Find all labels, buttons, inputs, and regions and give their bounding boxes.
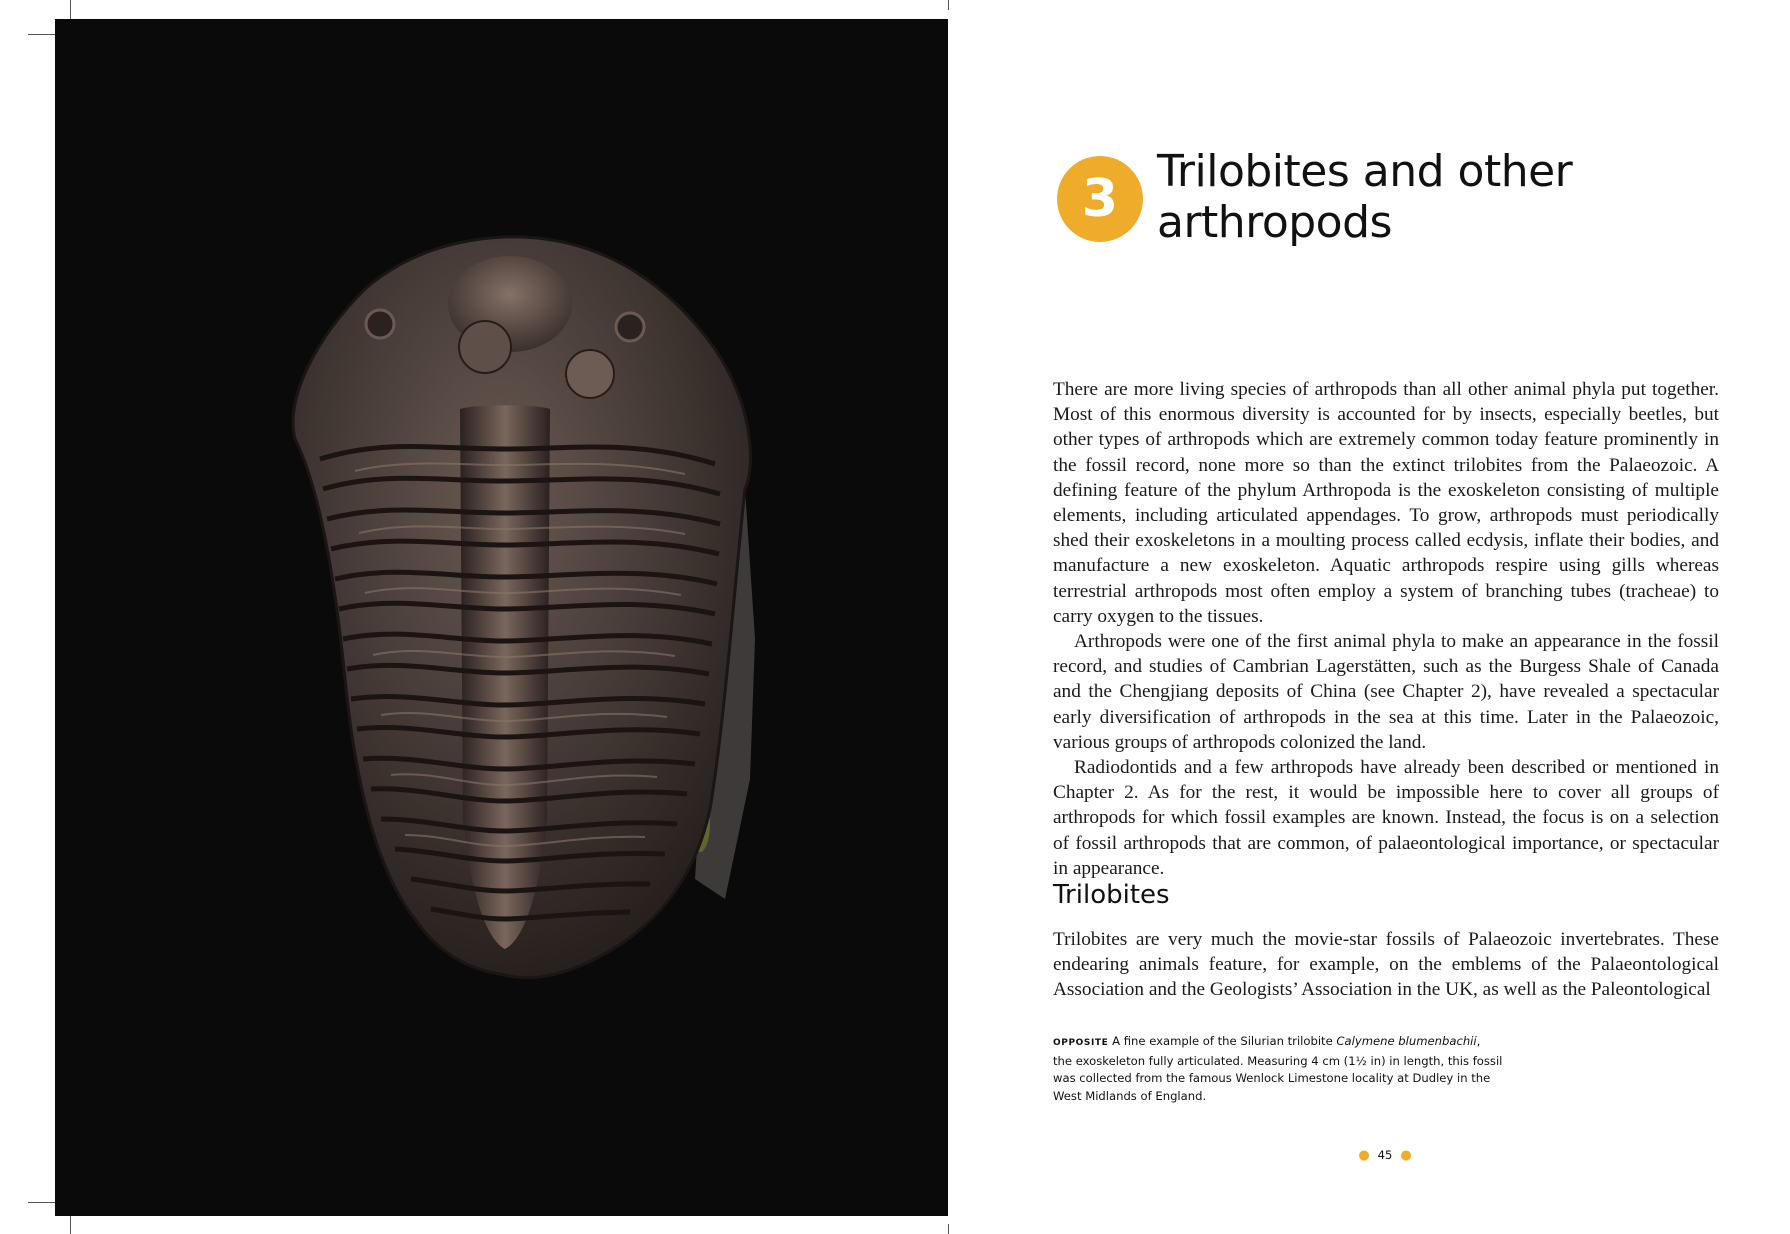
caption-label: OPPOSITE (1053, 1038, 1109, 1048)
chapter-number-badge (1057, 156, 1143, 242)
bullet-dot-icon: ● (1358, 1148, 1370, 1163)
right-glabellar-lobe (566, 350, 614, 398)
caption-text: A fine example of the Silurian trilobite (1108, 1034, 1337, 1048)
caption-species: Calymene blumenbachii (1336, 1034, 1477, 1048)
bullet-dot-icon: ● (1400, 1148, 1412, 1163)
crop-mark (70, 0, 71, 19)
trilobite-photo (55, 19, 948, 1216)
crop-mark (28, 34, 55, 35)
body-paragraph: Radiodontids and a few arthropods have already been described or mentioned in Chapter 2. As for the rest, it would be impossible here to cover all groups of arthropods for which fossil examples are known. Instead, the focus is on a selection of fossil arthropods that are common, of palaeontological importance, or spectacular in appearance. (1053, 757, 1719, 879)
caption-text: , the exoskeleton fully articulated. Measuring 4 cm (1½ in) in length, this fossil was collected from the famous Wenlock Limestone locality at Dudley in the West Midlands of England. (1053, 1034, 1503, 1103)
section-paragraph: Trilobites are very much the movie-star fossils of Palaeozoic invertebrates. These endearing animals feature, for example, on the emblems of the Palaeontological Association and the Geologists’ Association in the UK, as well as the Paleontological (1053, 929, 1719, 1001)
trilobite-illustration (55, 19, 948, 1216)
crop-mark (948, 1224, 949, 1234)
page-footer (1340, 1148, 1430, 1163)
photo-caption (1053, 1033, 1503, 1105)
chapter-intro (1053, 377, 1719, 881)
left-eye (366, 310, 394, 338)
chapter-title: Trilobites and other arthropods (1157, 146, 1573, 248)
crop-mark (70, 1216, 71, 1234)
crop-mark (28, 1202, 55, 1203)
body-paragraph: There are more living species of arthropods than all other animal phyla put together. Most of this enormous diversity is accounted for by insects, especially beetles, but other types of arthropods which are extremely common today feature prominently in the fossil record, none more so than the extinct trilobites from the Palaeozoic. A defining feature of the phylum Arthropoda is the exoskeleton consisting of multiple elements, including articulated appendages. To grow, arthropods must periodically shed their exoskeletons in a moulting process called ecdysis, inflate their bodies, and manufacture a new exoskeleton. Aquatic arthropods respire using gills whereas terrestrial arthropods most often employ a system of branching tubes (tracheae) to carry oxygen to the tissues. (1053, 379, 1719, 627)
section-heading: Trilobites (1053, 880, 1170, 910)
page-number: 45 (1377, 1148, 1393, 1162)
right-eye (616, 313, 644, 341)
left-glabellar-lobe (459, 321, 511, 373)
chapter-number: 3 (1081, 169, 1119, 229)
axial-lobe (460, 405, 550, 949)
crop-mark (948, 0, 949, 10)
body-paragraph: Arthropods were one of the first animal phyla to make an appearance in the fossil record, and studies of Cambrian Lagerstätten, such as the Burgess Shale of Canada and the Chengjiang deposits of China (see Chapter 2), have revealed a spectacular early diversification of arthropods in the sea at this time. Later in the Palaeozoic, various groups of arthropods colonized the land. (1053, 631, 1719, 753)
